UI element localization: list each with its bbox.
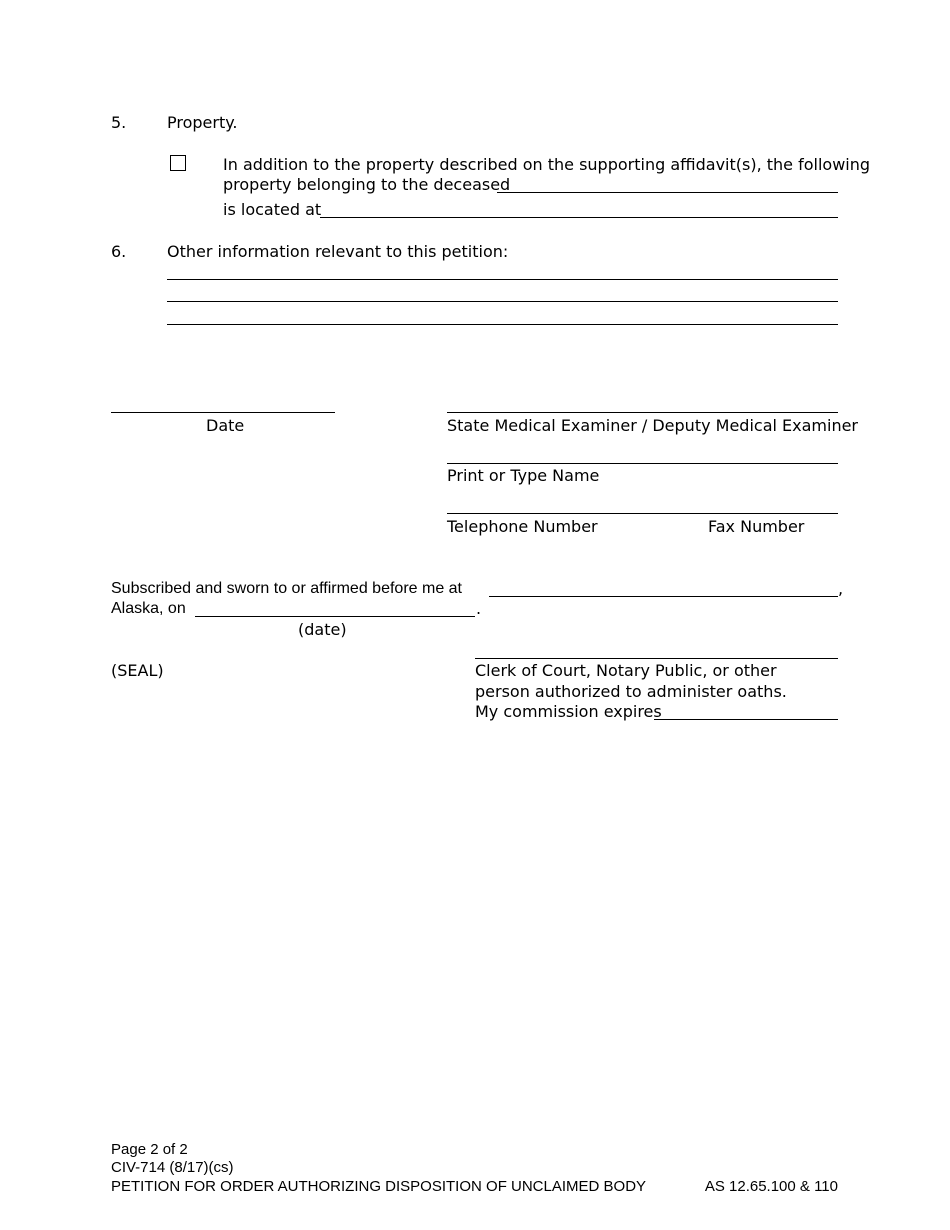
clerk-label-line2: person authorized to administer oaths. [475,682,787,701]
telephone-label: Telephone Number [447,517,598,536]
oath-date-field[interactable] [195,616,475,617]
phone-fax-line[interactable] [447,513,838,514]
seal-label: (SEAL) [111,661,164,680]
clerk-label-line1: Clerk of Court, Notary Public, or other [475,661,777,680]
footer-form-number: CIV-714 (8/17)(cs) [111,1159,234,1176]
other-info-line-3[interactable] [167,324,838,325]
fax-label: Fax Number [708,517,805,536]
property-text-line1: In addition to the property described on the supporting affidavit(s), the following [223,155,871,174]
clerk-signature-line[interactable] [475,658,838,659]
section-6-title: Other information relevant to this petition: [167,242,509,261]
oath-location-field[interactable] [489,596,838,597]
examiner-signature-line[interactable] [447,412,838,413]
examiner-label: State Medical Examiner / Deputy Medical Examiner [447,416,859,435]
oath-comma: , [838,579,844,598]
section-5-number: 5. [111,113,127,132]
print-name-line[interactable] [447,463,838,464]
other-info-line-2[interactable] [167,301,838,302]
commission-expires-field[interactable] [654,719,838,720]
property-location-label: is located at [223,200,322,219]
footer-statute: AS 12.65.100 & 110 [704,1178,838,1195]
other-info-line-1[interactable] [167,279,838,280]
date-label: Date [206,416,245,435]
oath-period: . [476,599,482,618]
oath-date-caption: (date) [298,620,347,639]
print-name-label: Print or Type Name [447,466,600,485]
property-text-line2: property belonging to the deceased [223,175,511,194]
footer-page-number: Page 2 of 2 [111,1141,188,1158]
oath-line-1: Subscribed and sworn to or affirmed before me at [111,580,462,597]
section-6-number: 6. [111,242,127,261]
property-location-field[interactable] [320,217,838,218]
section-5-title: Property. [167,113,238,132]
property-checkbox[interactable] [170,155,186,171]
footer-form-title: PETITION FOR ORDER AUTHORIZING DISPOSITION OF UNCLAIMED BODY [111,1178,647,1195]
date-signature-line[interactable] [111,412,335,413]
property-description-field[interactable] [497,192,838,193]
oath-line-2: Alaska, on [111,600,186,617]
commission-label: My commission expires [475,702,662,721]
